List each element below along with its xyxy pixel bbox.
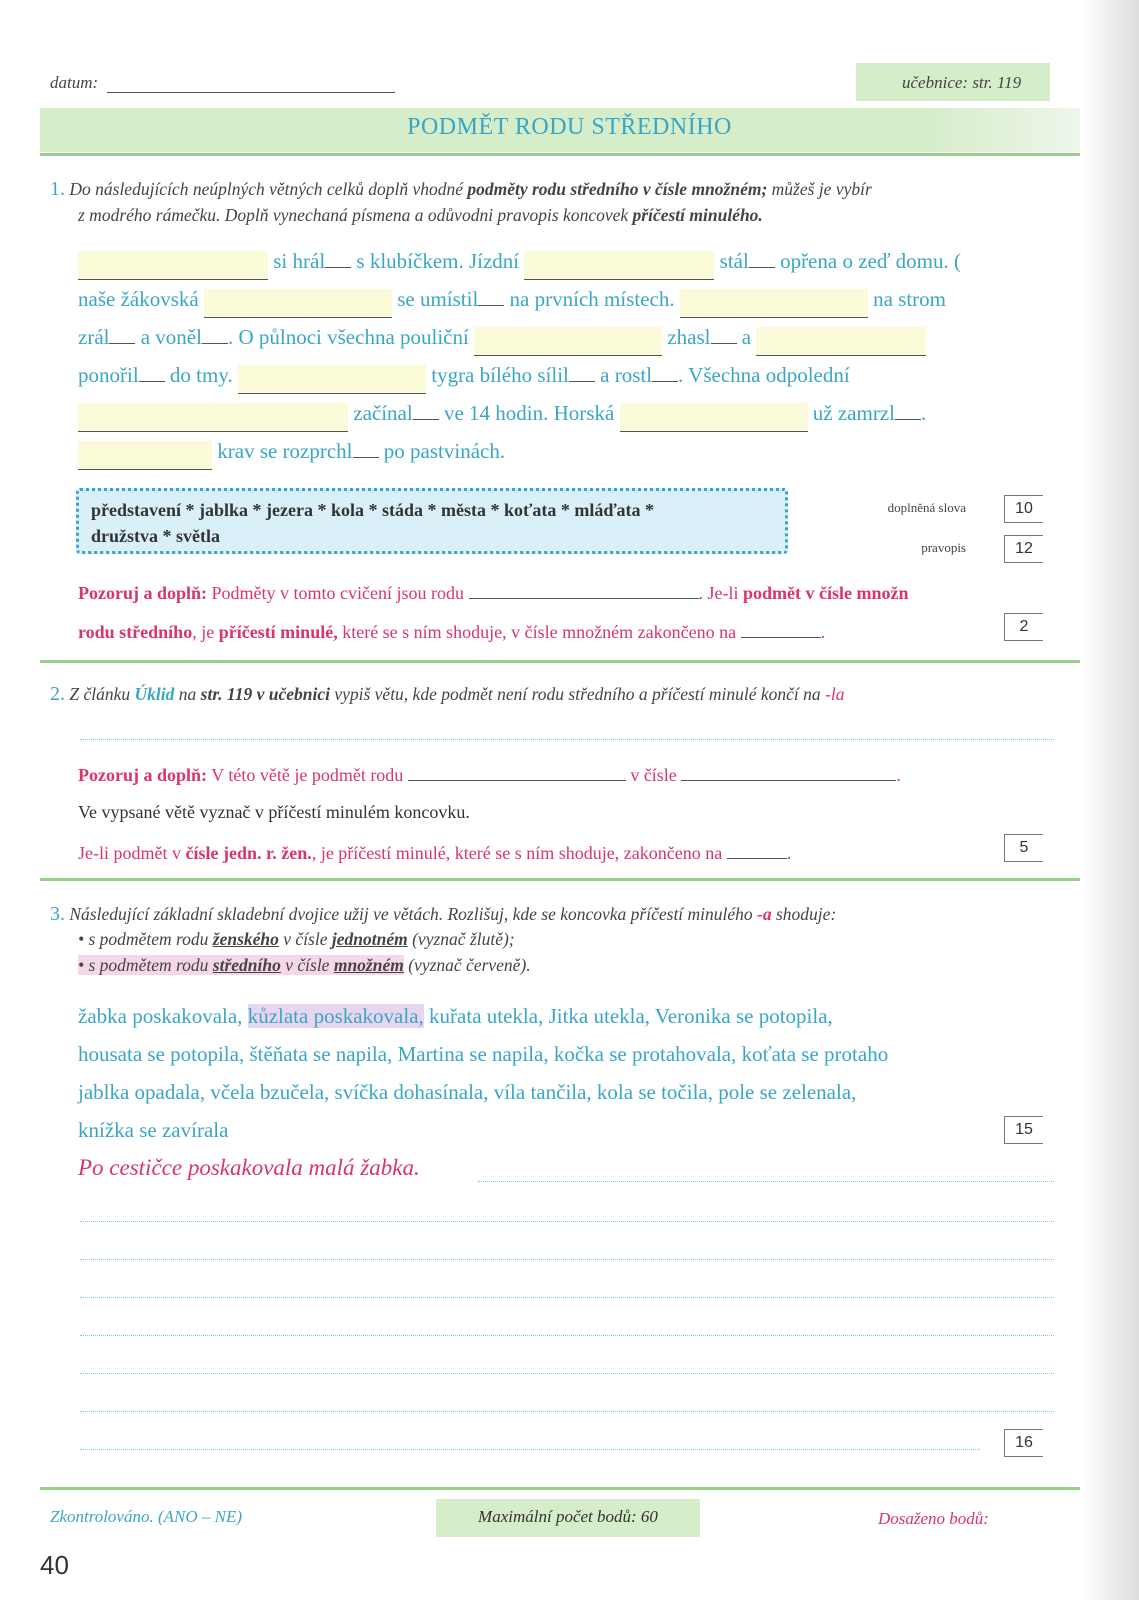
pairs-line1-a: žabka poskakovala, (78, 1004, 248, 1028)
line2-text-d: na strom (873, 287, 946, 311)
line1-text-b: s klubíčkem. Jízdní (351, 249, 520, 273)
bullet2-c: v čísle (280, 955, 334, 975)
footer-achieved: Dosaženo bodů: (878, 1509, 989, 1528)
task2-instr-d: str. 119 v učebnici (200, 684, 330, 704)
line4-text-c: tygra bílého sílil (431, 363, 569, 387)
task1-line1 (78, 242, 961, 280)
footer-rule (40, 1487, 1080, 1490)
answer-line-8[interactable] (80, 1448, 980, 1450)
footer-max-points: Maximální počet bodů: 60 (478, 1507, 658, 1526)
bullet2-a: • s podmětem rodu (78, 955, 213, 975)
pairs-line2: housata se potopila, štěňata se napila, Martina se napila, kočka se protahovala, koťata se protaho (78, 1042, 889, 1066)
observe-b: . Je-li (698, 583, 743, 603)
task1-line5 (78, 394, 926, 432)
date-field[interactable] (107, 92, 395, 93)
task2-blank-ending[interactable] (727, 840, 787, 859)
task2-instr-c: na (174, 684, 201, 704)
bullet1-b: ženského (212, 929, 279, 949)
footer-checked: Zkontrolováno. (ANO – NE) (50, 1507, 243, 1526)
task2-answer-line[interactable] (80, 738, 1054, 740)
bullet1-e: (vyznač žlutě); (407, 929, 515, 949)
task2-rule-a: Je-li podmět v (78, 843, 186, 863)
task3-instr-end-a: -a (757, 904, 772, 924)
task1-instr-b: podměty rodu středního v čísle množném; (467, 179, 768, 199)
observe-c: podmět v čísle množn (743, 583, 909, 603)
score-words-box[interactable]: 10 (1004, 495, 1043, 523)
task3-instr: Následující základní skladební dvojice užij ve větách. Rozlišuj, kde se koncovka příčestí minulého (69, 904, 758, 924)
bullet1-a: • s podmětem rodu (78, 929, 213, 949)
task1-line3 (78, 318, 926, 356)
task2-rule-line (40, 878, 1080, 881)
bullet1-c: v čísle (278, 929, 332, 949)
bullet2-e: (vyznač červeně). (403, 955, 531, 975)
blank-ending[interactable] (139, 360, 165, 382)
task3-instructions (50, 903, 836, 926)
task2-rule-d: . (786, 843, 792, 863)
blank-ending[interactable] (711, 322, 737, 344)
score-spelling-box[interactable]: 12 (1004, 535, 1043, 563)
task1-instructions (50, 176, 1060, 228)
observe-label: Pozoruj a doplň: (78, 583, 208, 603)
blank-field[interactable] (474, 327, 662, 356)
blank-ending[interactable] (109, 322, 135, 344)
observe-a: Podměty v tomto cvičení jsou rodu (207, 583, 469, 603)
task2-observe-b: v čísle (625, 765, 682, 785)
task1-instr-a: Do následujících neúplných větných celků doplň vhodné (69, 179, 468, 199)
task2-number: 2. (50, 683, 65, 705)
observe-blank-ending[interactable] (741, 619, 821, 638)
line5-text-a: začínal (353, 401, 413, 425)
blank-field[interactable] (238, 365, 426, 394)
task3-number: 3. (50, 903, 65, 925)
blank-field[interactable] (78, 441, 212, 470)
page-number: 40 (40, 1550, 69, 1580)
observe-line2-a: rodu středního (78, 622, 193, 642)
line3-text-b: a voněl (135, 325, 202, 349)
task2-observe-a: V této větě je podmět rodu (207, 765, 408, 785)
task1-line4 (78, 356, 850, 394)
line3-text-c: . O půlnoci všechna pouliční (227, 325, 469, 349)
observe-line2-d: které se s ním shoduje, v čísle množném zakončeno na (337, 622, 741, 642)
line2-text-a: naše žákovská (78, 287, 199, 311)
line1-text-a: si hrál (273, 249, 326, 273)
task3-bullet1 (78, 929, 515, 950)
bullet2-b: středního (212, 955, 281, 975)
pairs-line1-c: kuřata utekla, Jitka utekla, Veronika se potopila, (423, 1004, 833, 1028)
observe-line2-b: , je (192, 622, 219, 642)
observe-blank-gender[interactable] (469, 580, 699, 599)
task2-blank-number[interactable] (681, 762, 896, 781)
line5-text-d: . (920, 401, 927, 425)
answer-line-3[interactable] (80, 1258, 1054, 1260)
line3-text-a: zrál (78, 325, 110, 349)
score-spelling-label: pravopis (921, 540, 966, 555)
blank-ending[interactable] (569, 360, 595, 382)
line4-text-b: do tmy. (164, 363, 233, 387)
textbook-ref: učebnice: str. 119 (902, 73, 1022, 92)
line4-text-a: ponořil (78, 363, 139, 387)
task1-number: 1. (50, 178, 65, 200)
page-title: PODMĚT RODU STŘEDNÍHO (407, 114, 732, 140)
task2-instr-b: Úklid (134, 684, 175, 704)
word-box-line1: představení * jablka * jezera * kola * stáda * města * koťata * mláďata * (91, 500, 655, 520)
task3-instr-end-b: shoduje: (771, 904, 837, 924)
blank-field[interactable] (756, 327, 926, 356)
answer-line-1[interactable] (478, 1180, 1054, 1182)
line1-text-c: stál (719, 249, 749, 273)
page-edge-shadow (1084, 0, 1139, 1600)
blank-ending[interactable] (413, 398, 439, 420)
task2-observe-c: . (896, 765, 901, 785)
task3-bullet2 (78, 955, 531, 976)
line4-text-e: . Všechna odpolední (678, 363, 850, 387)
task2-mark-line: Ve vypsané větě vyznač v příčestí minulém koncovku. (78, 802, 470, 822)
line5-text-b: ve 14 hodin. Horská (438, 401, 615, 425)
observe-line2-c: příčestí minulé, (218, 622, 338, 642)
answer-line-5[interactable] (80, 1334, 1054, 1336)
task1-line6 (78, 432, 505, 470)
task2-blank-gender[interactable] (408, 762, 626, 781)
task1-line2 (78, 280, 946, 318)
blank-ending[interactable] (202, 322, 228, 344)
pairs-highlight[interactable]: kůzlata poskakovala, (247, 1004, 424, 1028)
task1-instr-c: můžeš je vybír (767, 179, 872, 199)
word-box (76, 488, 788, 554)
line4-text-d: a rostl (594, 363, 653, 387)
blank-field[interactable] (204, 289, 392, 318)
task2-instructions (50, 683, 844, 706)
task3-score-pairs[interactable]: 15 (1004, 1116, 1043, 1144)
answer-line-4[interactable] (80, 1296, 1054, 1298)
task1-instr-line2-a: z modrého rámečku. Doplň vynechaná písmena a odůvodni pravopis koncovek (78, 205, 633, 225)
score-words-label: doplněná slova (887, 500, 966, 515)
task3-example: Po cestičce poskakovala malá žabka. (78, 1155, 420, 1180)
date-label: datum: (50, 73, 99, 92)
line6-text-b: po pastvinách. (378, 439, 506, 463)
blank-field[interactable] (78, 403, 348, 432)
line5-text-c: už zamrzl (812, 401, 895, 425)
line1-text-d: opřena o zeď domu. ( (774, 249, 961, 273)
blank-ending[interactable] (325, 246, 351, 268)
blank-field[interactable] (524, 251, 714, 280)
bullet1-d: jednotném (331, 929, 408, 949)
blank-field[interactable] (620, 403, 808, 432)
task2-instr-e: vypiš větu, kde podmět není rodu středního a příčestí minulé končí na (329, 684, 826, 704)
pairs-line4: knížka se zavírala (78, 1118, 229, 1142)
blank-ending[interactable] (652, 360, 678, 382)
pairs-line1 (78, 997, 1068, 1035)
task2-instr-f: -la (825, 684, 845, 704)
task2-score-box[interactable]: 5 (1004, 834, 1043, 862)
task2-instr-a: Z článku (69, 684, 135, 704)
task2-rule (78, 840, 791, 864)
score-observe-box[interactable]: 2 (1004, 613, 1043, 641)
task1-observe-line2 (78, 619, 825, 643)
line3-text-e: a (736, 325, 752, 349)
task1-instr-line2-b: příčestí minulého. (632, 205, 763, 225)
task2-observe-label: Pozoruj a doplň: (78, 765, 208, 785)
title-rule (40, 153, 1080, 156)
word-box-line2: družstva * světla (91, 526, 220, 546)
line2-text-b: se umístil (397, 287, 479, 311)
task2-observe (78, 762, 901, 786)
answer-line-7[interactable] (80, 1410, 1054, 1412)
blank-ending[interactable] (895, 398, 921, 420)
pairs-line3: jablka opadala, včela bzučela, svíčka dohasínala, víla tančila, kola se točila, pole se zelenala, (78, 1080, 857, 1104)
task1-observe-line1 (78, 580, 909, 604)
line6-text-a: krav se rozprchl (217, 439, 353, 463)
bullet2-d: množném (333, 955, 404, 975)
task2-rule-b: čísle jedn. r. žen. (185, 843, 312, 863)
blank-field[interactable] (680, 289, 868, 318)
observe-line2-e: . (820, 622, 826, 642)
task3-score-sentences[interactable]: 16 (1004, 1429, 1043, 1457)
answer-line-2[interactable] (80, 1220, 1054, 1222)
blank-ending[interactable] (353, 436, 379, 458)
task1-rule (40, 660, 1080, 663)
blank-ending[interactable] (478, 284, 504, 306)
task2-rule-c: , je příčestí minulé, které se s ním shoduje, zakončeno na (311, 843, 727, 863)
blank-ending[interactable] (749, 246, 775, 268)
blank-field[interactable] (78, 251, 268, 280)
line2-text-c: na prvních místech. (504, 287, 675, 311)
line3-text-d: zhasl (667, 325, 711, 349)
task3-pairs (78, 997, 1068, 1149)
answer-line-6[interactable] (80, 1372, 1054, 1374)
